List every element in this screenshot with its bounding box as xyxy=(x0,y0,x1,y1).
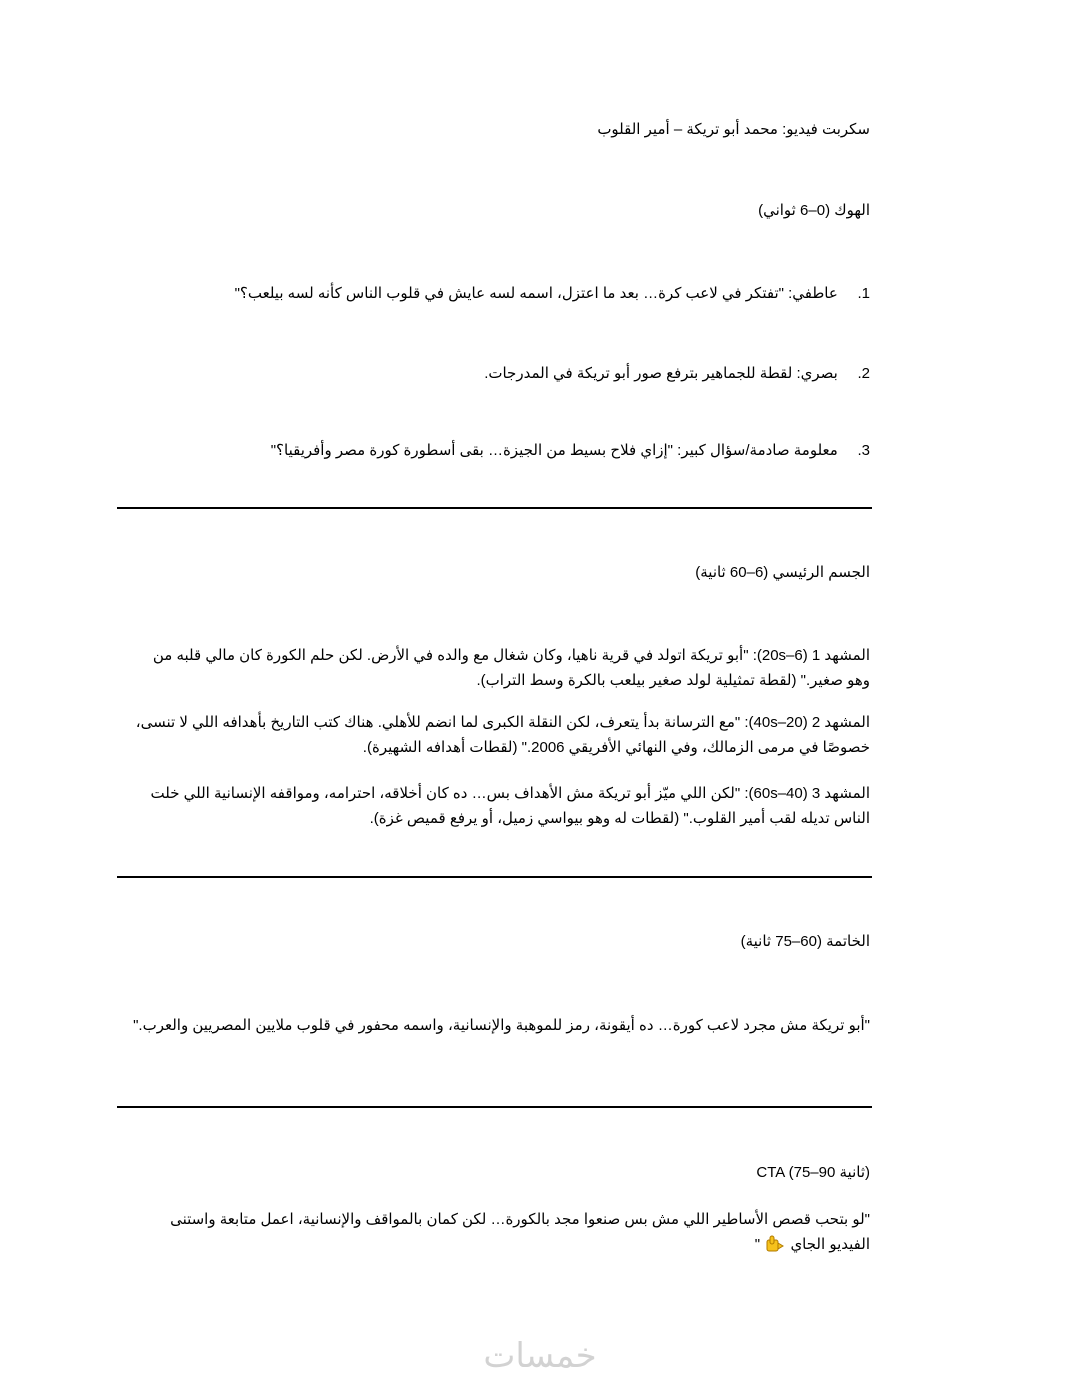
scene-2: المشهد 2 (20–40s): "مع الترسانة بدأ يتعرف، لكن النقلة الكبرى لما انضم للأهلي. هناك كتب التاريخ بأهدافه اللي لا تنسى، خصوصًا في مرمى الزمالك، وفي النهائي الأفريقي 2006." (لقطات أهدافه الشهيرة). xyxy=(135,714,870,756)
pointing-finger-icon xyxy=(766,1235,784,1253)
list-item-text: بصري: لقطة للجماهير بترفع صور أبو تريكة في المدرجات. xyxy=(484,365,838,382)
hook-item-3 xyxy=(190,441,870,461)
list-number: .3 xyxy=(857,442,870,459)
list-item-text: عاطفي: "تفتكر في لاعب كرة… بعد ما اعتزل، اسمه لسه عايش في قلوب الناس كأنه لسه بيلعب؟" xyxy=(234,285,838,302)
ending-heading: الخاتمة (60–75 ثانية) xyxy=(740,933,870,950)
body-heading: الجسم الرئيسي (6–60 ثانية) xyxy=(695,564,870,581)
list-item-text: معلومة صادمة/سؤال كبير: "إزاي فلاح بسيط من الجيزة… بقى أسطورة كورة مصر وأفريقيا؟" xyxy=(270,442,838,459)
cta-heading: CTA (75–90 ثانية) xyxy=(756,1164,870,1181)
hook-item-1 xyxy=(190,284,870,304)
cta-text-body: "لو بتحب قصص الأساطير اللي مش بس صنعوا مجد بالكورة… لكن كمان بالمواقف والإنسانية، اعمل متابعة واستنى الفيديو الجاي xyxy=(170,1211,870,1253)
list-number: .2 xyxy=(857,365,870,382)
list-number: .1 xyxy=(857,285,870,302)
hook-heading: الهوك (0–6 ثواني) xyxy=(758,202,870,219)
section-divider xyxy=(117,507,872,509)
cta-text xyxy=(130,1207,870,1257)
section-divider xyxy=(117,876,872,878)
cta-text-end: " xyxy=(754,1236,761,1253)
scene-1: المشهد 1 (6–20s): "أبو تريكة اتولد في قرية ناهيا، وكان شغال مع والده في الأرض. لكن حلم الكورة كان مالي قلبه من وهو صغير." (لقطة تمثيلية لولد صغير بيلعب بالكرة وسط التراب). xyxy=(152,647,870,689)
scene-3: المشهد 3 (40–60s): "لكن اللي ميّز أبو تريكة مش الأهداف بس… ده كان أخلاقه، احترامه، ومواقفه الإنسانية اللي خلت الناس تديله لقب أمير القلوب." (لقطات له وهو بيواسي زميل، أو يرفع قميص غزة). xyxy=(150,785,870,827)
ending-text: "أبو تريكة مش مجرد لاعب كورة… ده أيقونة، رمز للموهبة والإنسانية، واسمه محفور في قلوب ملايين المصريين والعرب." xyxy=(133,1017,870,1034)
document-title: سكربت فيديو: محمد أبو تريكة – أمير القلوب xyxy=(597,121,870,138)
watermark-logo: خمسات xyxy=(483,1336,597,1376)
section-divider xyxy=(117,1106,872,1108)
hook-item-2 xyxy=(190,364,870,384)
